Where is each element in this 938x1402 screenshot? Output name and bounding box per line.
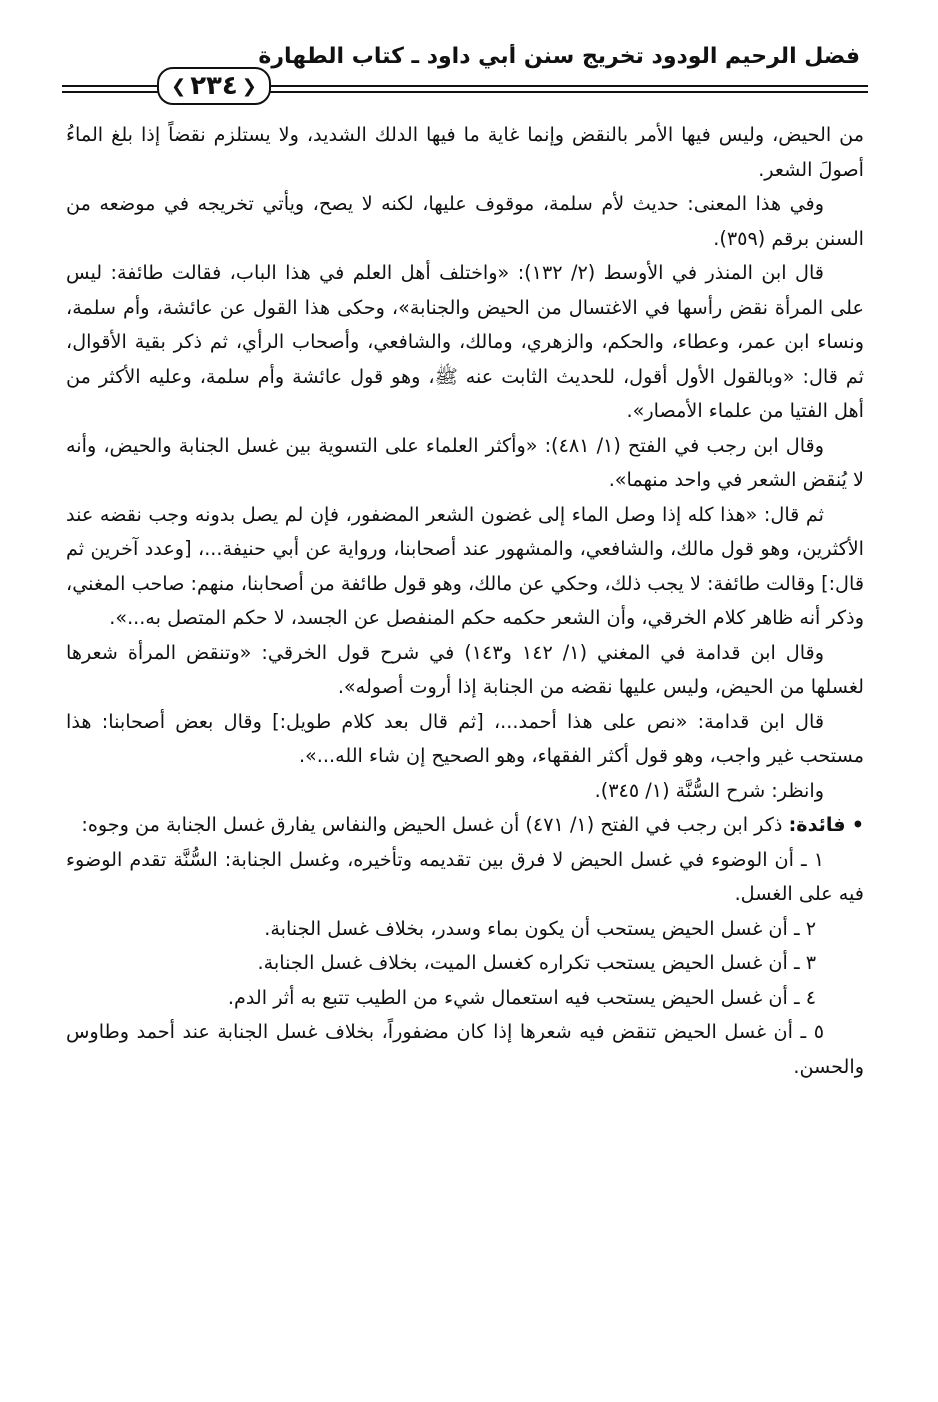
list-item-3: ٣ ـ أن غسل الحيض يستحب تكراره كغسل الميت، بخلاف غسل الجنابة. — [257, 951, 816, 974]
list-item-2: ٢ ـ أن غسل الحيض يستحب أن يكون بماء وسدر، بخلاف غسل الجنابة. — [264, 916, 816, 940]
paragraph-3: قال ابن المنذر في الأوسط (٢/ ١٣٢): «واختلف أهل العلم في هذا الباب، فقالت طائفة: ليس على المرأة نقض رأسها في الاغتسال من الحيض والجنابة»، وحكى هذا القول عن عائشة، وأم سلمة، ونساء ابن عمر، وعطاء، والحكم، والزهري، ومالك، والشافعي، وأصحاب الرأي، ثم ذكر بقية الأقوال، ثم قال: «وبالقول الأول أقول، للحديث الثابت عنه ﷺ، وهو قول عائشة وأم سلمة، وعليه الأكثر من أهل الفتيا من علماء الأمصار». — [66, 261, 864, 422]
ornament-right-icon: ❯ — [241, 75, 257, 97]
paragraph-7: قال ابن قدامة: «نص على هذا أحمد...، [ثم قال بعد كلام طويل:] وقال بعض أصحابنا: هذا مستحب غير واجب، وهو قول أكثر الفقهاء، وهو الصحيح إن شاء الله...». — [66, 709, 864, 767]
paragraph-8: وانظر: شرح السُّنَّة (١/ ٣٤٥). — [594, 778, 824, 802]
benefit-text: ذكر ابن رجب في الفتح (١/ ٤٧١) أن غسل الحيض والنفاس يفارق غسل الجنابة من وجوه: — [81, 813, 783, 836]
list-item-1: ١ ـ أن الوضوء في غسل الحيض لا فرق بين تقديمه وتأخيره، وغسل الجنابة: السُّنَّة تقدم الوضوء فيه على الغسل. — [66, 847, 864, 905]
body-text — [66, 118, 864, 1084]
ornament-left-icon: ❮ — [171, 75, 187, 97]
page-number: ٢٣٤ — [190, 71, 238, 101]
paragraph-1: من الحيض، وليس فيها الأمر بالنقض وإنما غاية ما فيها الدلك الشديد، ولا يستلزم نقضاً إذا بلغ الماءُ أصولَ الشعر. — [66, 123, 864, 181]
running-header-title: فضل الرحيم الودود تخريج سنن أبي داود ـ كتاب الطهارة — [258, 44, 860, 69]
benefit-label: فائدة: — [788, 813, 846, 836]
paragraph-5: ثم قال: «هذا كله إذا وصل الماء إلى غضون الشعر المضفور، فإن لم يصل بدونه وجب نقضه عند الأكثرين، وهو قول مالك، والشافعي، والمشهور عند أصحابنا، ورواية عن أبي حنيفة...، [وعدد آخرين ثم قال:] وقالت طائفة: لا يجب ذلك، وحكي عن مالك، وهو قول طائفة من أصحابنا، منهم: صاحب المغني، وذكر أنه ظاهر كلام الخرقي، وأن الشعر حكمه حكم المنفصل عن الجسد، لا حكم المتصل به...». — [66, 502, 864, 629]
paragraph-2: وفي هذا المعنى: حديث لأم سلمة، موقوف عليها، لكنه لا يصح، ويأتي تخريجه في موضعه من السنن برقم (٣٥٩). — [66, 192, 864, 250]
paragraph-4: وقال ابن رجب في الفتح (١/ ٤٨١): «وأكثر العلماء على التسوية بين غسل الجنابة والحيض، وأنه لا يُنقض الشعر في واحد منهما». — [66, 433, 864, 491]
list-item-5: ٥ ـ أن غسل الحيض تنقض فيه شعرها إذا كان مضفوراً، بخلاف غسل الجنابة عند أحمد وطاوس والحسن. — [66, 1020, 864, 1078]
page-number-badge — [157, 67, 271, 105]
list-item-4: ٤ ـ أن غسل الحيض يستحب فيه استعمال شيء من الطيب تتبع به أثر الدم. — [227, 985, 816, 1009]
benefit-paragraph — [66, 808, 864, 843]
bullet-icon: • — [851, 813, 864, 836]
paragraph-6: وقال ابن قدامة في المغني (١/ ١٤٢ و١٤٣) في شرح قول الخرقي: «وتنقض المرأة شعرها لغسلها من الحيض، وليس عليها نقضه من الجنابة إذا أروت أصوله». — [66, 640, 864, 698]
header-rule — [62, 64, 868, 100]
